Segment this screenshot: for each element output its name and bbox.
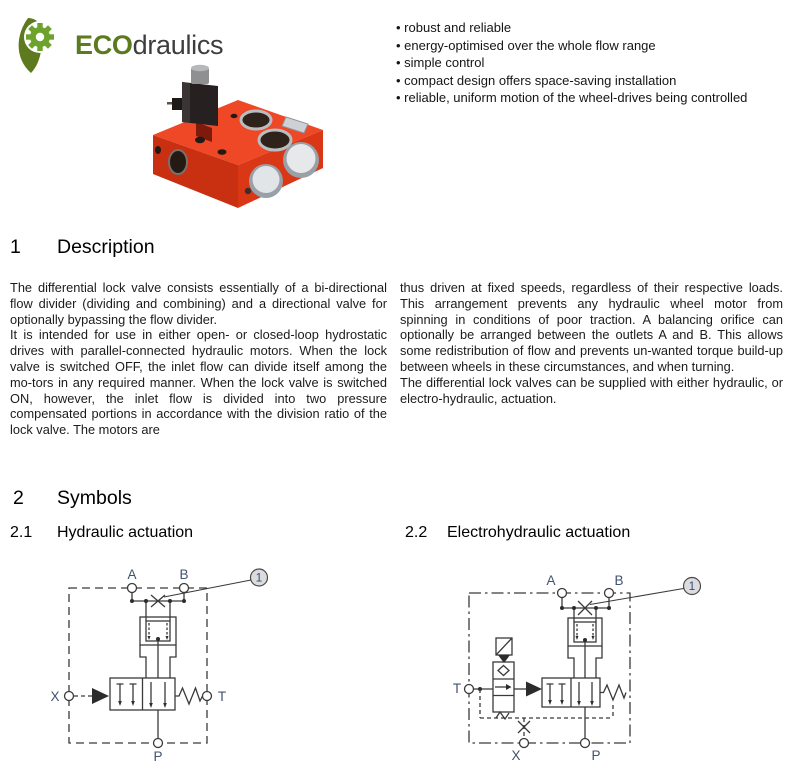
port-b — [180, 584, 189, 593]
ports — [65, 584, 212, 748]
feature-item: • simple control — [396, 54, 784, 72]
port-p — [154, 739, 163, 748]
feature-item: • reliable, uniform motion of the wheel-drives being controlled — [396, 89, 784, 107]
brand-name-draulics: draulics — [132, 29, 224, 60]
section-heading-symbols — [13, 487, 132, 510]
subsection-title: Hydraulic actuation — [57, 524, 194, 541]
port-labels — [50, 567, 226, 764]
brand-name-eco: ECO — [75, 29, 133, 60]
balloon-number: 1 — [688, 581, 696, 593]
port-label-a: A — [127, 567, 137, 582]
return-spring — [175, 688, 203, 704]
return-spring — [600, 685, 626, 700]
port-label-p: P — [153, 749, 163, 764]
directional-valve — [110, 678, 175, 710]
port-label-a: A — [546, 573, 556, 588]
port-label-x: X — [511, 748, 521, 763]
description-column-right — [400, 280, 783, 438]
balloon-number: 1 — [255, 572, 263, 585]
feature-item: • energy-optimised over the whole flow range — [396, 37, 784, 55]
section-title: Description — [57, 236, 155, 258]
section-title: Symbols — [57, 487, 132, 509]
feature-item: • compact design offers space-saving installation — [396, 72, 784, 90]
product-photo — [138, 60, 333, 208]
paragraph: thus driven at fixed speeds, regardless of their respective loads. This arrangement prevents any hydraulic wheel motor from spinning in conditions of poor traction. A balancing orifice can optionally be arranged between the outlets A and B. This allows some redistribution of flow and prevents un-wanted torque build-up between wheels in these circumstances, and when turning. — [400, 280, 783, 374]
port-t — [465, 685, 474, 694]
subsection-number: 2.2 — [405, 524, 428, 541]
section-heading-description — [10, 236, 155, 259]
pilot-drain-lines — [480, 689, 613, 739]
feature-item: • robust and reliable — [396, 19, 784, 37]
port-a — [128, 584, 137, 593]
port-x — [520, 739, 529, 748]
electrohydraulic-actuation-schematic — [430, 555, 740, 775]
directional-valve — [542, 678, 600, 707]
port-p — [581, 739, 590, 748]
section-number: 2 — [13, 487, 24, 509]
pilot-line — [74, 688, 109, 704]
port-label-t: T — [217, 689, 227, 704]
pilot-valve — [474, 638, 543, 719]
ports — [465, 589, 614, 748]
port-label-t: T — [452, 681, 462, 696]
port-label-b: B — [614, 573, 624, 588]
paragraph: The differential lock valves can be supplied with either hydraulic, or electro-hydraulic, actuation. — [400, 374, 783, 406]
port-x — [65, 692, 74, 701]
flow-divider — [560, 598, 611, 679]
brand-name — [75, 30, 223, 61]
enclosure-boundary — [69, 588, 207, 743]
paragraph: The differential lock valve consists essentially of a bi-directional flow divider (dividing and combining) and a directional valve for optionally bypassing the flow divider. — [10, 280, 387, 327]
port-labels — [453, 573, 624, 763]
port-label-x: X — [50, 689, 60, 704]
description-column-left — [10, 280, 387, 438]
port-t — [203, 692, 212, 701]
subsection-heading-electrohydraulic — [405, 524, 630, 542]
port-label-p: P — [591, 748, 601, 763]
subsection-number: 2.1 — [10, 524, 33, 541]
hydraulic-actuation-schematic — [30, 555, 310, 775]
description-columns — [10, 280, 783, 438]
subsection-title: Electrohydraulic actuation — [447, 524, 631, 541]
port-b — [605, 589, 614, 598]
subsection-heading-hydraulic — [10, 524, 193, 542]
port-label-b: B — [179, 567, 189, 582]
port-a — [558, 589, 567, 598]
leaf-gear-icon — [14, 16, 68, 74]
paragraph: It is intended for use in either open- or closed-loop hydrostatic drives with parallel-connected hydraulic motors. When the lock valve is switched OFF, the inlet flow can divide itself among the mo-tors in any required manner. When the lock valve is switched ON, however, the inlet flow is divided into two pressure compensated portions in accordance with the division ratio of the lock valve. The motors are — [10, 327, 387, 438]
feature-list — [396, 19, 784, 107]
section-number: 1 — [10, 236, 21, 258]
flow-divider — [130, 593, 186, 679]
